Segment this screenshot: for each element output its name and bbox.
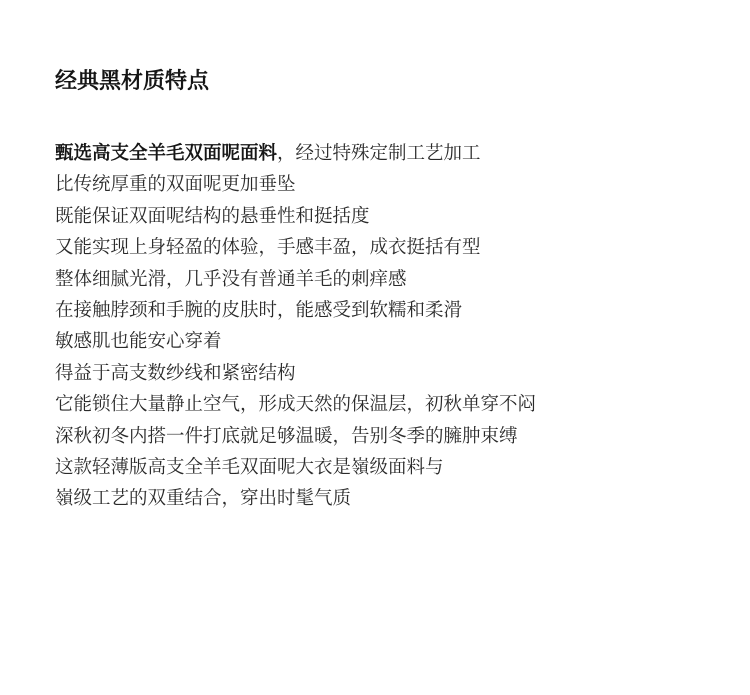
description-line: 在接触脖颈和手腕的皮肤时，能感受到软糯和柔滑 (55, 300, 463, 322)
description-line: 又能实现上身轻盈的体验，手感丰盈，成衣挺括有型 (55, 237, 481, 259)
intro-rest: ，经过特殊定制工艺加工 (277, 143, 481, 164)
description-line: 得益于高支数纱线和紧密结构 (55, 362, 296, 384)
fabric-emphasis: 甄选高支全羊毛双面呢面料 (55, 143, 278, 164)
description-line: 整体细腻光滑，几乎没有普通羊毛的刺痒感 (55, 268, 407, 290)
description-line: 既能保证双面呢结构的悬垂性和挺括度 (55, 205, 370, 227)
feature-description (55, 138, 735, 515)
description-line: 敏感肌也能安心穿着 (55, 331, 222, 353)
intro-line (55, 138, 735, 169)
description-line: 比传统厚重的双面呢更加垂坠 (55, 174, 296, 196)
description-line: 这款轻薄版高支全羊毛双面呢大衣是嶺级面料与 (55, 457, 444, 479)
description-line: 它能锁住大量静止空气，形成天然的保温层，初秋单穿不闷 (55, 394, 537, 416)
section-heading: 经典黑材质特点 (55, 69, 210, 94)
description-line: 深秋初冬内搭一件打底就足够温暖，告别冬季的臃肿束缚 (55, 425, 518, 447)
description-line: 嶺级工艺的双重结合，穿出时髦气质 (55, 488, 352, 510)
